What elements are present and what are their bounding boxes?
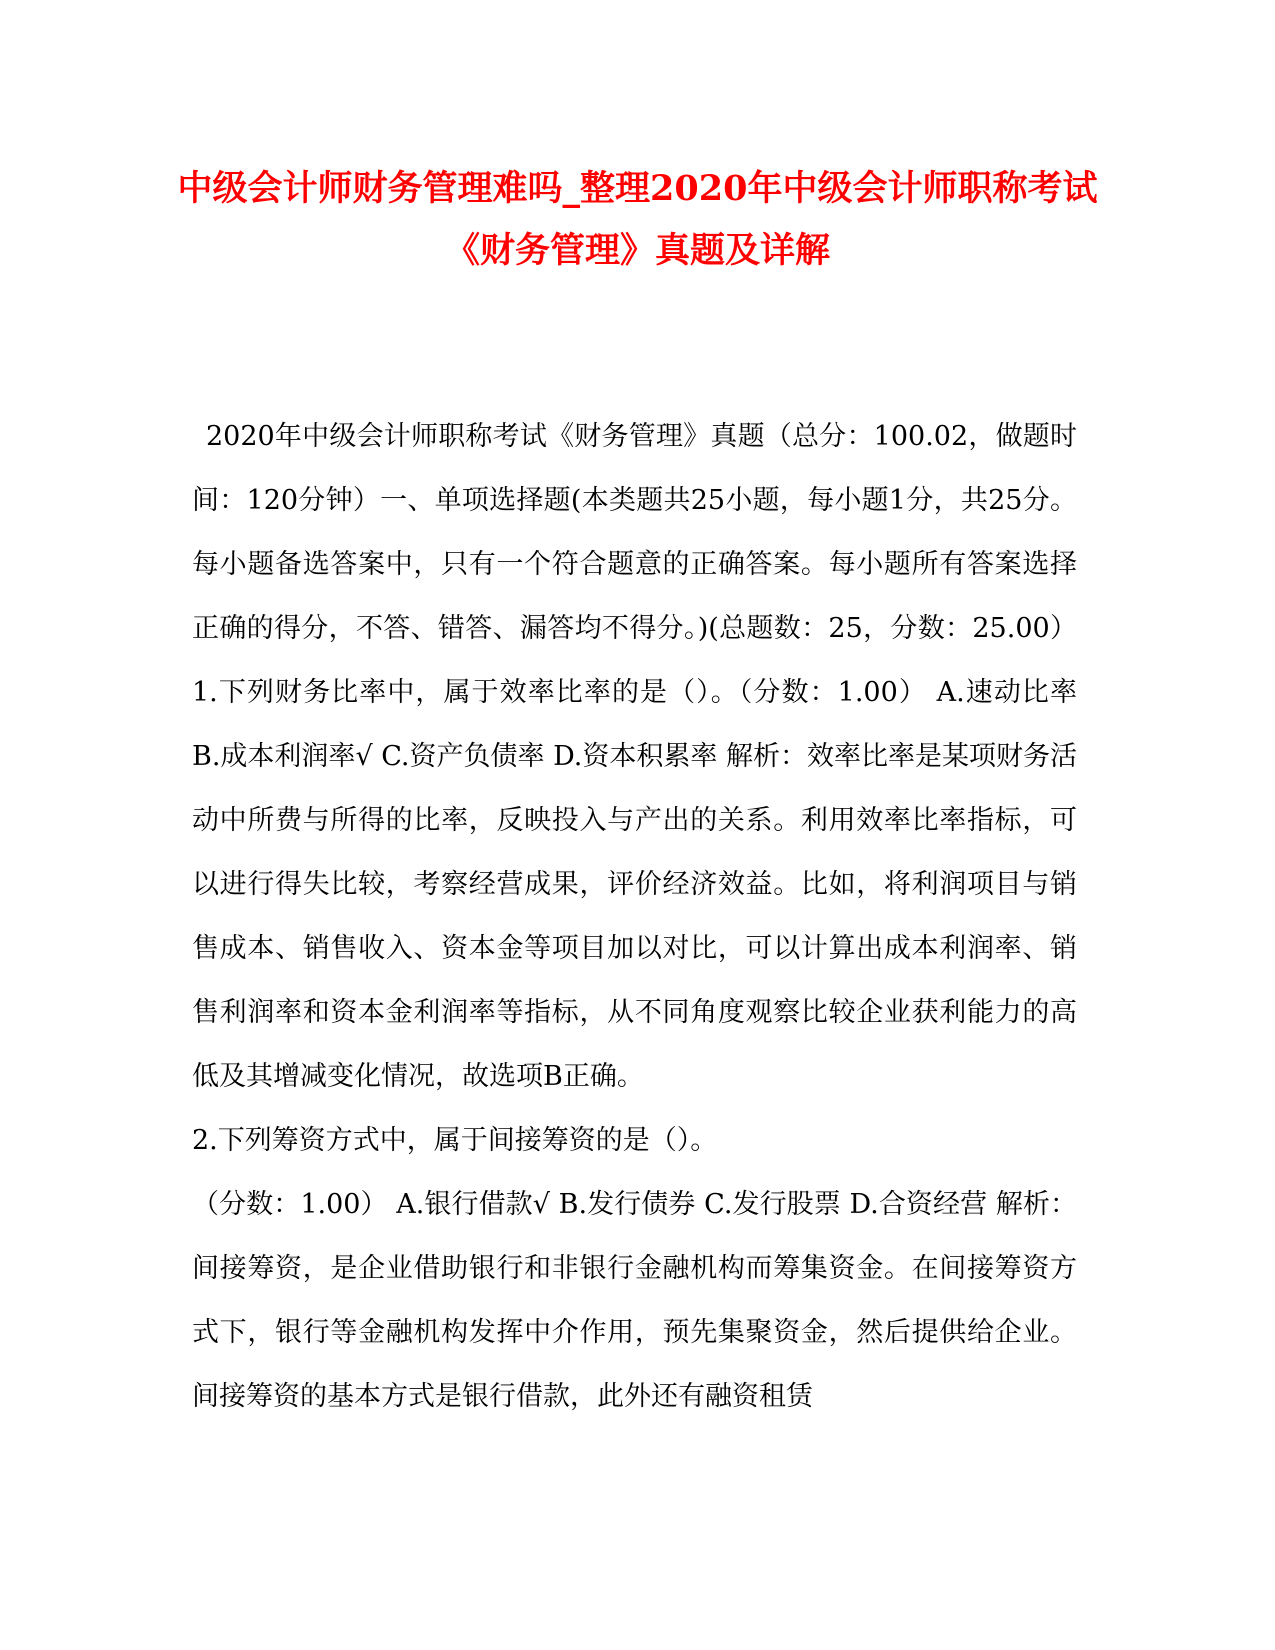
paragraph-q2-question: 2.下列筹资方式中，属于间接筹资的是（）。 <box>192 1125 718 1156</box>
paragraph-exam-intro-q1: 2020年中级会计师职称考试《财务管理》真题（总分：100.02，做题时间：120分钟）一、单项选择题(本类题共25小题，每小题1分，共25分。每小题备选答案中，只有一个符合题意的正确答案。每小题所有答案选择正确的得分，不答、错答、漏答均不得分。)(总题数：25，分数：25.00）1.下列财务比率中，属于效率比率的是（）。（分数：1.00） A.速动比率 B.成本利润率√ C.资产负债率 D.资本积累率 解析：效率比率是某项财务活动中所费与所得的比率，反映投入与产出的关系。利用效率比率指标，可以进行得失比较，考察经营成果，评价经济效益。比如，将利润项目与销售成本、销售收入、资本金等项目加以对比，可以计算出成本利润率、销售利润率和资本金利润率等指标，从不同角度观察比较企业获利能力的高低及其增减变化情况，故选项B正确。 <box>192 421 1077 1092</box>
document-title: 中级会计师财务管理难吗_整理2020年中级会计师职称考试《财务管理》真题及详解 <box>177 168 1098 271</box>
document-body <box>192 405 1077 1429</box>
paragraph-q2-options-analysis: （分数：1.00） A.银行借款√ B.发行债券 C.发行股票 D.合资经营 解析：间接筹资，是企业借助银行和非银行金融机构而筹集资金。在间接筹资方式下，银行等金融机构发挥中介作用，预先集聚资金，然后提供给企业。间接筹资的基本方式是银行借款，此外还有融资租赁 <box>192 1189 1077 1412</box>
